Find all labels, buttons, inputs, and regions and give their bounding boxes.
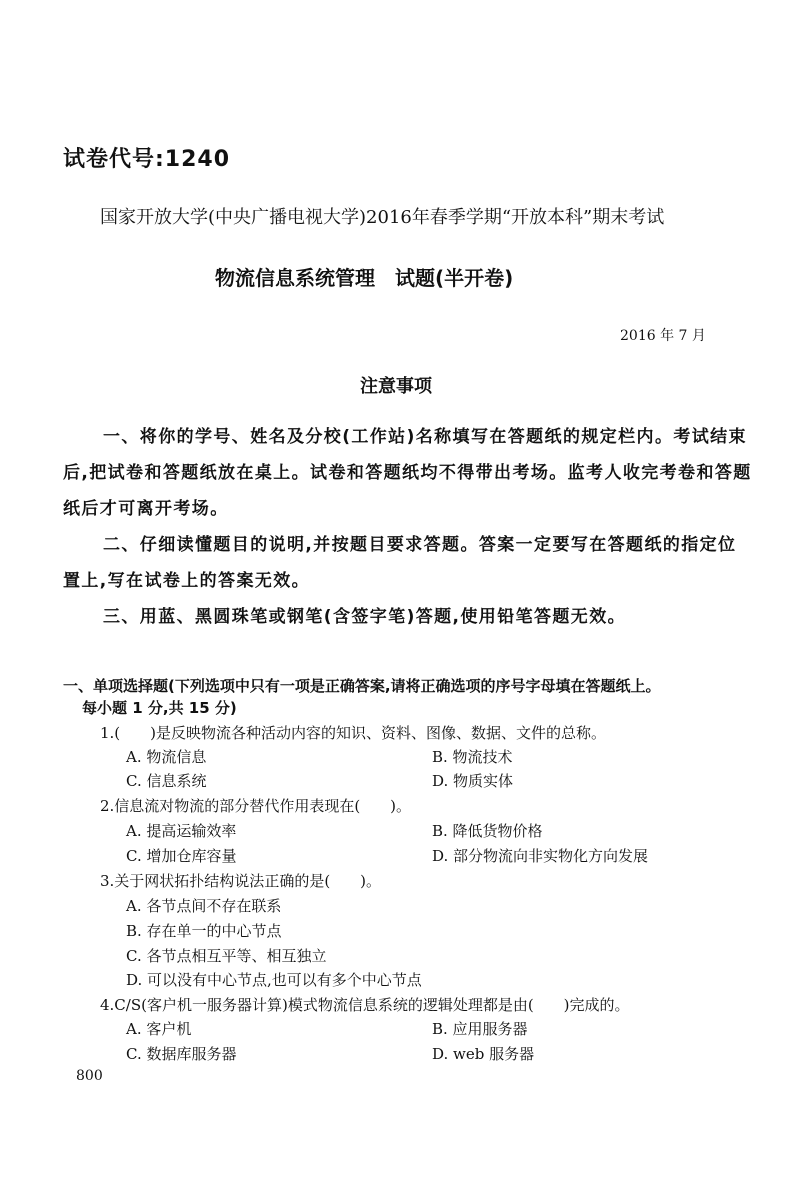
question-option: D. web 服务器 bbox=[432, 1045, 535, 1063]
section-title: 一、单项选择题(下列选项中只有一项是正确答案,请将正确选项的序号字母填在答题纸上。 bbox=[63, 677, 661, 695]
question-option: C. 增加仓库容量 bbox=[126, 847, 237, 865]
question-option: A. 客户机 bbox=[126, 1020, 192, 1038]
question-option: D. 物质实体 bbox=[432, 772, 514, 790]
question-stem: 2.信息流对物流的部分替代作用表现在( )。 bbox=[100, 797, 412, 815]
notice-item: 一、将你的学号、姓名及分校(工作站)名称填写在答题纸的规定栏内。考试结束后,把试卷和答题纸放在桌上。试卷和答题纸均不得带出考场。监考人收完考卷和答题纸后才可离开考场。 bbox=[63, 427, 752, 519]
question-option: A. 各节点间不存在联系 bbox=[126, 897, 282, 915]
question-option: B. 物流技术 bbox=[432, 748, 513, 766]
question-option: D. 可以没有中心节点,也可以有多个中心节点 bbox=[126, 971, 422, 989]
question-option: A. 物流信息 bbox=[126, 748, 207, 766]
question-option: C. 信息系统 bbox=[126, 772, 207, 790]
question-option: B. 应用服务器 bbox=[432, 1020, 528, 1038]
question-stem: 1.( )是反映物流各种活动内容的知识、资料、图像、数据、文件的总称。 bbox=[100, 724, 607, 742]
question-option: C. 数据库服务器 bbox=[126, 1045, 237, 1063]
exam-title: 物流信息系统管理 试题(半开卷) bbox=[215, 266, 514, 290]
question-stem: 4.C/S(客户机一服务器计算)模式物流信息系统的逻辑处理都是由( )完成的。 bbox=[100, 996, 630, 1014]
question-option: B. 存在单一的中心节点 bbox=[126, 922, 282, 940]
question-option: B. 降低货物价格 bbox=[432, 822, 543, 840]
exam-date: 2016 年 7 月 bbox=[620, 328, 706, 344]
question-option: D. 部分物流向非实物化方向发展 bbox=[432, 847, 649, 865]
question-stem: 3.关于网状拓扑结构说法正确的是( )。 bbox=[100, 872, 382, 890]
notice-item: 二、仔细读懂题目的说明,并按题目要求答题。答案一定要写在答题纸的指定位置上,写在试卷上的答案无效。 bbox=[63, 535, 737, 591]
notice-item: 三、用蓝、黑圆珠笔或钢笔(含签字笔)答题,使用铅笔答题无效。 bbox=[103, 607, 626, 627]
notice-heading: 注意事项 bbox=[360, 376, 432, 397]
page-number: 800 bbox=[76, 1068, 103, 1084]
section-title-continued: 每小题 1 分,共 15 分) bbox=[82, 699, 237, 717]
exam-subtitle: 国家开放大学(中央广播电视大学)2016年春季学期“开放本科”期末考试 bbox=[100, 207, 665, 228]
question-option: A. 提高运输效率 bbox=[126, 822, 237, 840]
question-option: C. 各节点相互平等、相互独立 bbox=[126, 947, 327, 965]
exam-code: 试卷代号:1240 bbox=[63, 147, 231, 172]
